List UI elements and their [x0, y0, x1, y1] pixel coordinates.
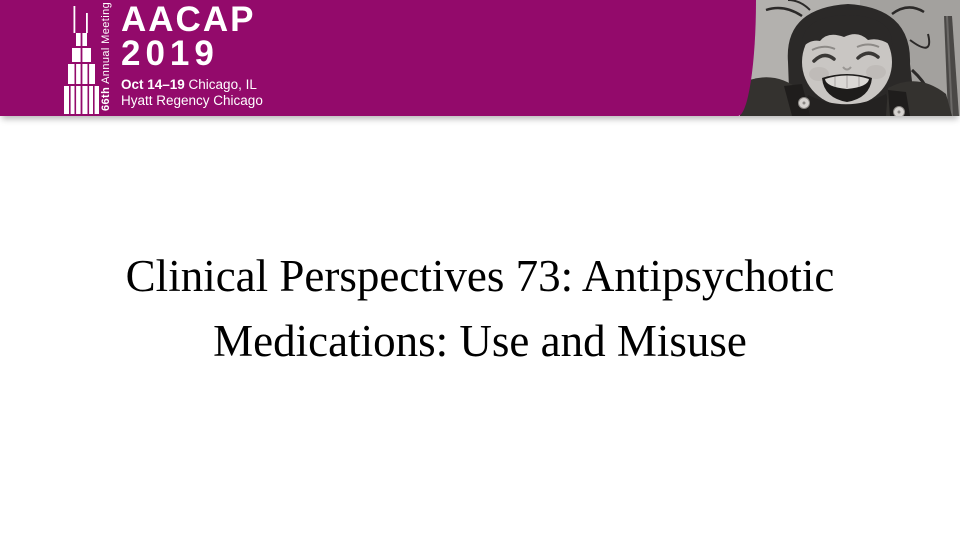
slide-title	[0, 244, 960, 374]
venue-label: Hyatt Regency Chicago	[121, 93, 263, 108]
conference-banner	[0, 0, 960, 116]
date-range: Oct 14–19	[121, 77, 185, 92]
meeting-label: Annual Meeting	[100, 1, 112, 87]
org-wordmark: AACAP	[121, 0, 256, 39]
slide-title-line1: Clinical Perspectives 73: Antipsychotic	[125, 251, 835, 301]
year-wordmark: 2019	[121, 34, 219, 73]
meeting-vertical-label	[100, 1, 112, 111]
child-photo-illustration	[740, 0, 960, 116]
banner-background	[0, 0, 756, 116]
slide-title-line2: Medications: Use and Misuse	[213, 316, 747, 366]
date-line	[121, 77, 263, 93]
child-photo	[740, 0, 960, 116]
logo-text	[121, 2, 263, 109]
willis-tower-icon	[62, 6, 102, 114]
date-location: Chicago, IL	[184, 77, 257, 92]
meeting-number: 66th	[100, 86, 112, 111]
